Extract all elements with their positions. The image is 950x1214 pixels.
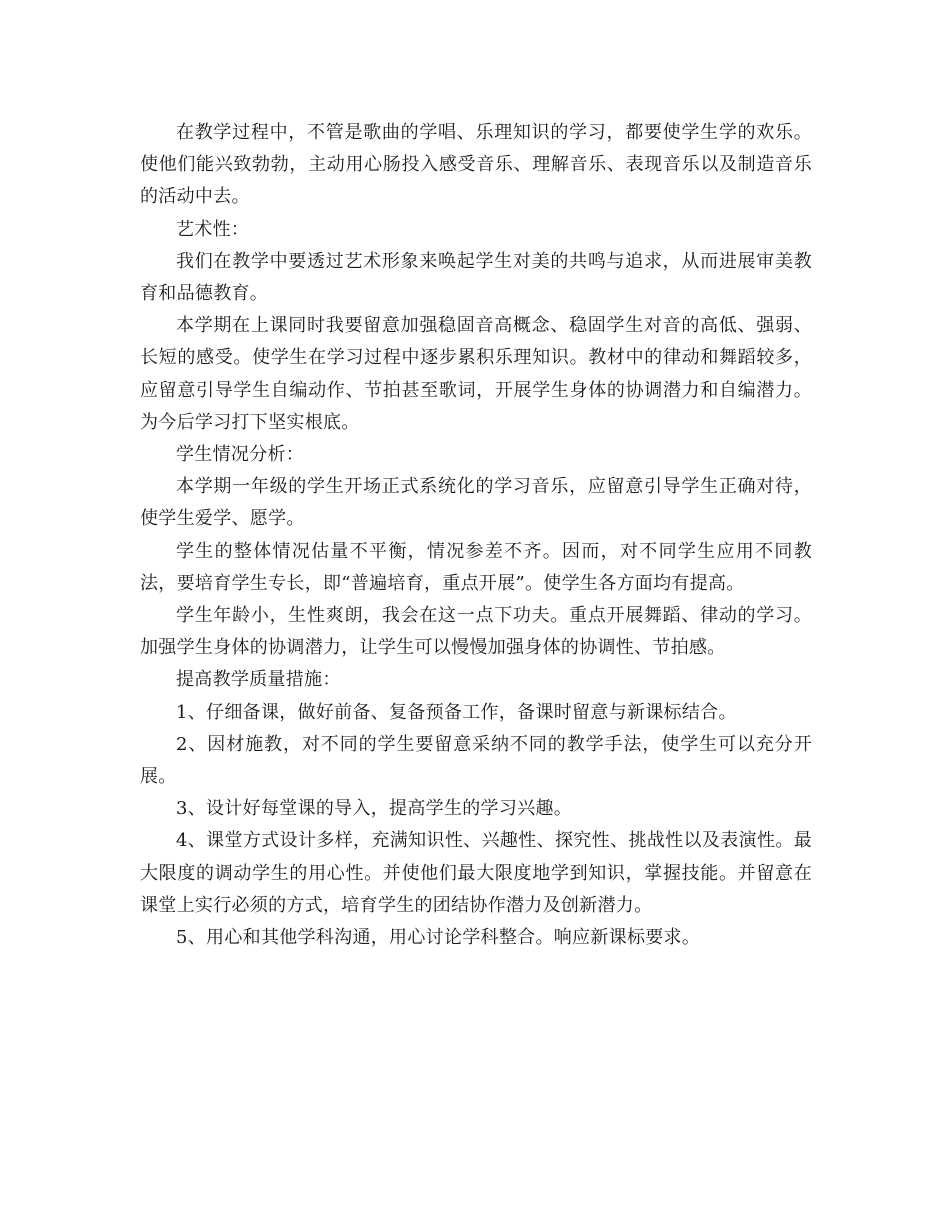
heading-quality-measures: 提高教学质量措施：: [176, 669, 341, 691]
document-body: [140, 117, 812, 954]
paragraph-semester-plan: 本学期在上课同时我要留意加强稳固音高概念、稳固学生对音的高低、强弱、长短的感受。使学生在学习过程中逐步累积乐理知识。教材中的律动和舞蹈较多，应留意引导学生自编动作、节拍甚至歌词，开展学生身体的协调潜力和自编潜力。为今后学习打下坚实根底。: [140, 315, 812, 433]
paragraph-aesthetic-education: 我们在教学中要透过艺术形象来唤起学生对美的共鸣与追求，从而进展审美教育和品德教育。: [140, 250, 812, 305]
paragraph-age-characteristics: 学生年龄小，生性爽朗，我会在这一点下功夫。重点开展舞蹈、律动的学习。加强学生身体的协调潜力，让学生可以慢慢加强身体的协调性、节拍感。: [140, 605, 812, 659]
paragraph-first-grade: 本学期一年级的学生开场正式系统化的学习音乐，应留意引导学生正确对待，使学生爱学、愿学。: [140, 476, 812, 530]
heading-student-analysis: 学生情况分析：: [176, 444, 305, 466]
list-item-measure-1: 1、仔细备课，做好前备、复备预备工作，备课时留意与新课标结合。: [176, 701, 737, 723]
list-item-measure-2: 2、因材施教，对不同的学生要留意采纳不同的教学手法，使学生可以充分开展。: [140, 733, 812, 788]
paragraph-overall-situation: 学生的整体情况估量不平衡，情况参差不齐。因而，对不同学生应用不同教法，要培育学生专长，即“普遍培育，重点开展”。使学生各方面均有提高。: [140, 540, 812, 594]
list-item-measure-4: 4、课堂方式设计多样，充满知识性、兴趣性、探究性、挑战性以及表演性。最大限度的调动学生的用心性。并使他们最大限度地学到知识，掌握技能。并留意在课堂上实行必须的方式，培育学生的团结协作潜力及创新潜力。: [140, 830, 812, 916]
list-item-measure-3: 3、设计好每堂课的导入，提高学生的学习兴趣。: [176, 798, 573, 820]
heading-artistry: 艺术性：: [176, 218, 250, 240]
paragraph-intro: 在教学过程中，不管是歌曲的学唱、乐理知识的学习，都要使学生学的欢乐。使他们能兴致勃勃，主动用心肠投入感受音乐、理解音乐、表现音乐以及制造音乐的活动中去。: [140, 122, 812, 208]
list-item-measure-5: 5、用心和其他学科沟通，用心讨论学科整合。响应新课标要求。: [176, 927, 701, 949]
